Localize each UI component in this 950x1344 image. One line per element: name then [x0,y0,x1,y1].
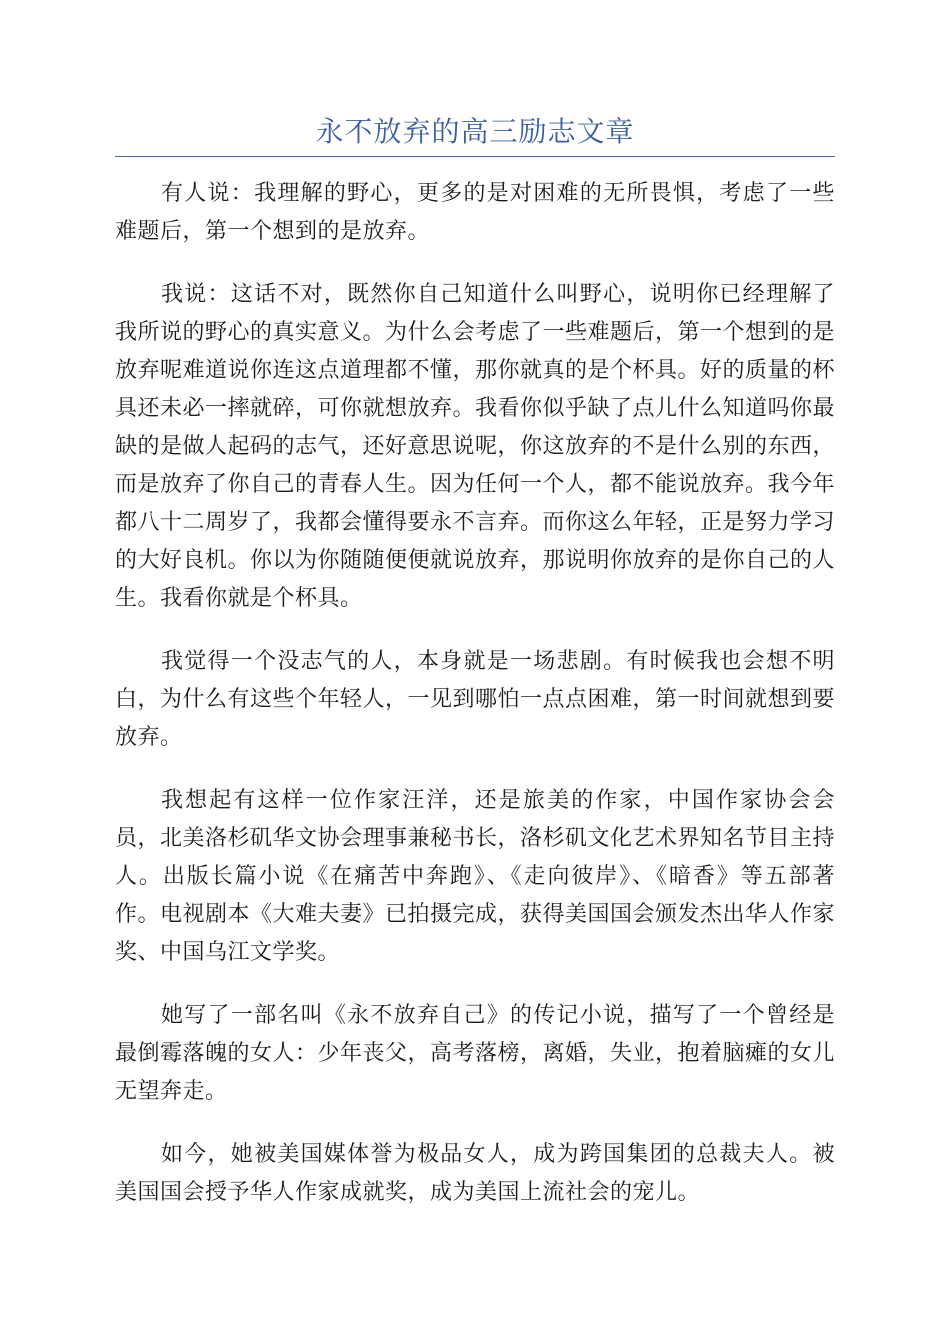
paragraph-3: 我觉得一个没志气的人，本身就是一场悲剧。有时候我也会想不明白，为什么有这些个年轻人，一见到哪怕一点点困难，第一时间就想到要放弃。 [115,649,836,750]
title-block [115,108,835,157]
paragraph-5: 她写了一部名叫《永不放弃自己》的传记小说，描写了一个曾经是最倒霉落魄的女人：少年丧父，高考落榜，离婚，失业，抱着脑瘫的女儿无望奔走。 [115,1003,836,1104]
page-title: 永不放弃的高三励志文章 [315,115,635,148]
article-body [115,175,835,1237]
paragraph-6: 如今，她被美国媒体誉为极品女人，成为跨国集团的总裁夫人。被美国国会授予华人作家成就奖，成为美国上流社会的宠儿。 [115,1142,835,1205]
paragraph-4: 我想起有这样一位作家汪洋，还是旅美的作家，中国作家协会会员，北美洛杉矶华文协会理事兼秘书长，洛杉矶文化艺术界知名节目主持人。出版长篇小说《在痛苦中奔跑》、《走向彼岸》、《暗香》等五部著作。电视剧本《大难夫妻》已拍摄完成，获得美国国会颁发杰出华人作家奖、中国乌江文学奖。 [115,788,836,965]
paragraph-2: 我说：这话不对，既然你自己知道什么叫野心，说明你已经理解了我所说的野心的真实意义。为什么会考虑了一些难题后，第一个想到的是放弃呢难道说你连这点道理都不懂，那你就真的是个杯具。好的质量的杯具还未必一摔就碎，可你就想放弃。我看你似乎缺了点儿什么知道吗你最缺的是做人起码的志气，还好意思说呢，你这放弃的不是什么别的东西，而是放弃了你自己的青春人生。因为任何一个人，都不能说放弃。我今年都八十二周岁了，我都会懂得要永不言弃。而你这么年轻，正是努力学习的大好良机。你以为你随随便便就说放弃，那说明你放弃的是你自己的人生。我看你就是个杯具。 [115,282,836,611]
paragraph-1: 有人说：我理解的野心，更多的是对困难的无所畏惧，考虑了一些难题后，第一个想到的是放弃。 [115,181,835,244]
